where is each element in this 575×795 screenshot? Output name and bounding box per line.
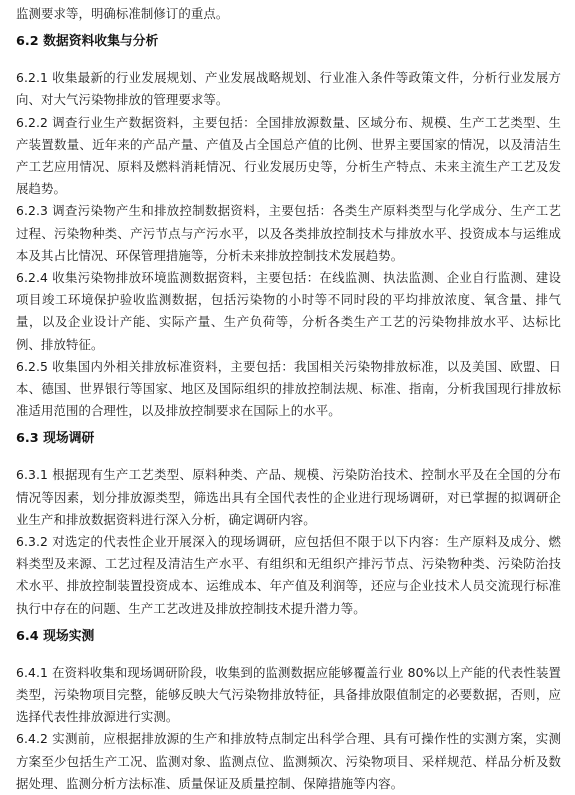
section-6-4 (16, 626, 561, 795)
clause-6-4-1: 6.4.1 在资料收集和现场调研阶段，收集到的监测数据应能够覆盖行业 80%以上产能的代表性装置类型，污染物项目完整，能够反映大气污染物排放特征，具备排放限值制定的必要数据，否则，应选择代表性排放源进行实测。 (16, 664, 561, 725)
section-heading: 6.2 数据资料收集与分析 (16, 34, 159, 50)
clause-6-3-2: 6.3.2 对选定的代表性企业开展深入的现场调研，应包括但不限于以下内容：生产原料及成分、燃料类型及来源、工艺过程及清洁生产水平、有组织和无组织产排污节点、污染物种类、污染防治技术水平、排放控制装置投资成本、运维成本、年产值及利润等，还应与企业技术人员交流现行标准执行中存在的问题、生产工艺改进及排放控制技术提升潜力等。 (16, 534, 561, 616)
section-6-2 (16, 31, 561, 422)
clause-6-4-2: 6.4.2 实测前，应根据排放源的生产和排放特点制定出科学合理、具有可操作性的实测方案，实测方案至少包括生产工况、监测对象、监测点位、监测频次、污染物项目、采样规范、样品分析及数据处理、监测分析方法标准、质量保证及质量控制、保障措施等内容。 (16, 731, 561, 791)
section-heading: 6.4 现场实测 (16, 628, 95, 644)
clause-6-2-4: 6.2.4 收集污染物排放环境监测数据资料，主要包括：在线监测、执法监测、企业自行监测、建设项目竣工环境保护验收监测数据，包括污染物的小时等不同时段的平均排放浓度、氧含量、排气量，以及企业设计产能、实际产量、生产负荷等，分析各类生产工艺的污染物排放水平、达标比例、排放特征。 (16, 270, 561, 352)
section-heading: 6.3 现场调研 (16, 431, 95, 447)
clause-6-3-1: 6.3.1 根据现有生产工艺类型、原料种类、产品、规模、污染防治技术、控制水平及在全国的分布情况等因素，划分排放源类型，筛选出具有全国代表性的企业进行现场调研，对已掌握的拟调研企业生产和排放数据资料进行深入分析，确定调研内容。 (16, 467, 561, 527)
clause-6-2-5: 6.2.5 收集国内外相关排放标准资料，主要包括：我国相关污染物排放标准，以及美国、欧盟、日本、德国、世界银行等国家、地区及国际组织的排放控制法规、标准、指南，分析我国现行排放标准适用范围的合理性，以及排放控制要求在国际上的水平。 (16, 358, 561, 419)
clause-6-2-1: 6.2.1 收集最新的行业发展规划、产业发展战略规划、行业准入条件等政策文件，分析行业发展方向、对大气污染物排放的管理要求等。 (16, 70, 561, 108)
clause-6-2-3: 6.2.3 调查污染物产生和排放控制数据资料，主要包括：各类生产原料类型与化学成分、生产工艺过程、污染物种类、产污节点与产污水平，以及各类排放控制技术与排放水平、投资成本与运维成本及其占比情况、环保管理措施等，分析未来排放控制技术发展趋势。 (16, 203, 561, 263)
continued-paragraph: 监测要求等，明确标准制修订的重点。 (16, 6, 229, 21)
clause-6-2-2: 6.2.2 调查行业生产数据资料，主要包括：全国排放源数量、区域分布、规模、生产工艺类型、生产装置数量、近年来的产品产量、产值及占全国总产值的比例、世界主要国家的情况，以及清洁生产工艺应用情况、原料及燃料消耗情况、行业发展历史等，分析生产特点、未来主流生产工艺及发展趋势。 (16, 114, 561, 197)
section-6-3 (16, 428, 561, 619)
